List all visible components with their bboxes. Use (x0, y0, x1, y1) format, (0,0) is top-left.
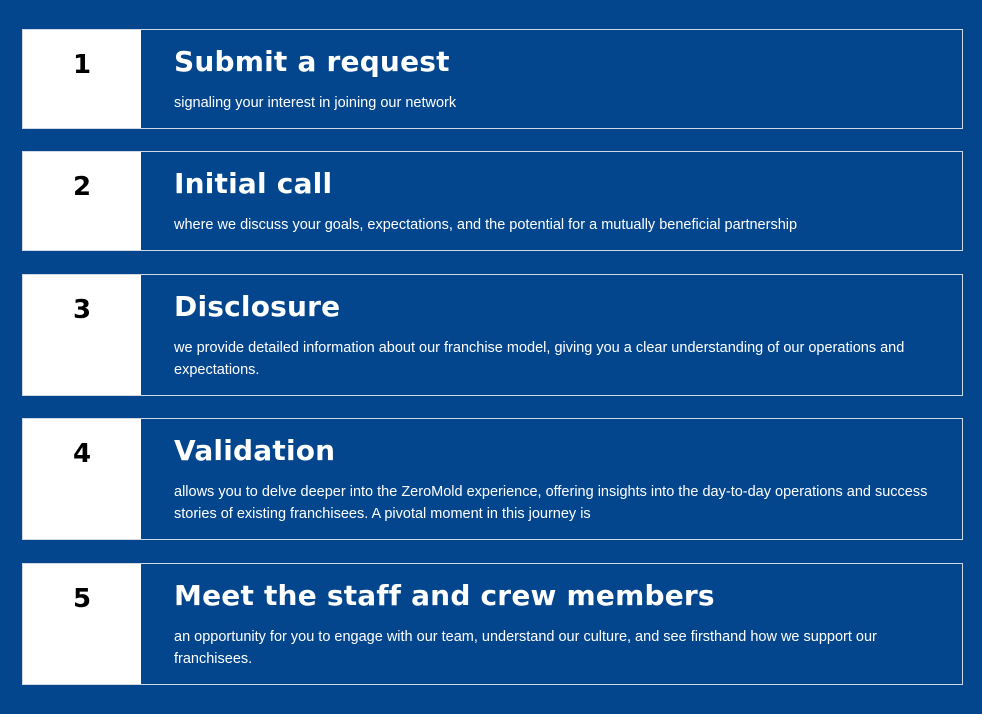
step-number-box (23, 564, 141, 684)
step-card (22, 151, 963, 251)
step-card (22, 274, 963, 396)
step-description: where we discuss your goals, expectations, and the potential for a mutually beneficial partnership (174, 217, 798, 233)
step-description: signaling your interest in joining our network (174, 95, 457, 111)
step-card (22, 29, 963, 129)
step-content (141, 564, 962, 684)
step-number: 1 (72, 50, 92, 80)
step-description: allows you to delve deeper into the ZeroMold experience, offering insights into the day-to-day operations and success stories of existing franchisees. A pivotal moment in this journey is (174, 484, 928, 522)
step-number-box (23, 152, 141, 250)
step-number-box (23, 419, 141, 539)
step-number-box (23, 275, 141, 395)
step-number: 3 (72, 295, 92, 325)
step-card (22, 563, 963, 685)
step-number: 2 (72, 172, 92, 202)
step-number-box (23, 30, 141, 128)
step-title: Submit a request (174, 45, 450, 78)
step-content (141, 152, 962, 250)
step-card (22, 418, 963, 540)
step-title: Meet the staff and crew members (174, 579, 715, 612)
step-description: an opportunity for you to engage with our team, understand our culture, and see firsthand how we support our franchisees. (174, 629, 877, 667)
step-title: Validation (174, 434, 336, 467)
step-content (141, 30, 962, 128)
step-content (141, 275, 962, 395)
step-title: Disclosure (174, 290, 341, 323)
step-title: Initial call (174, 167, 333, 200)
step-description: we provide detailed information about our franchise model, giving you a clear understanding of our operations and expectations. (174, 340, 905, 378)
step-number: 4 (72, 439, 92, 469)
step-number: 5 (72, 584, 92, 614)
step-content (141, 419, 962, 539)
